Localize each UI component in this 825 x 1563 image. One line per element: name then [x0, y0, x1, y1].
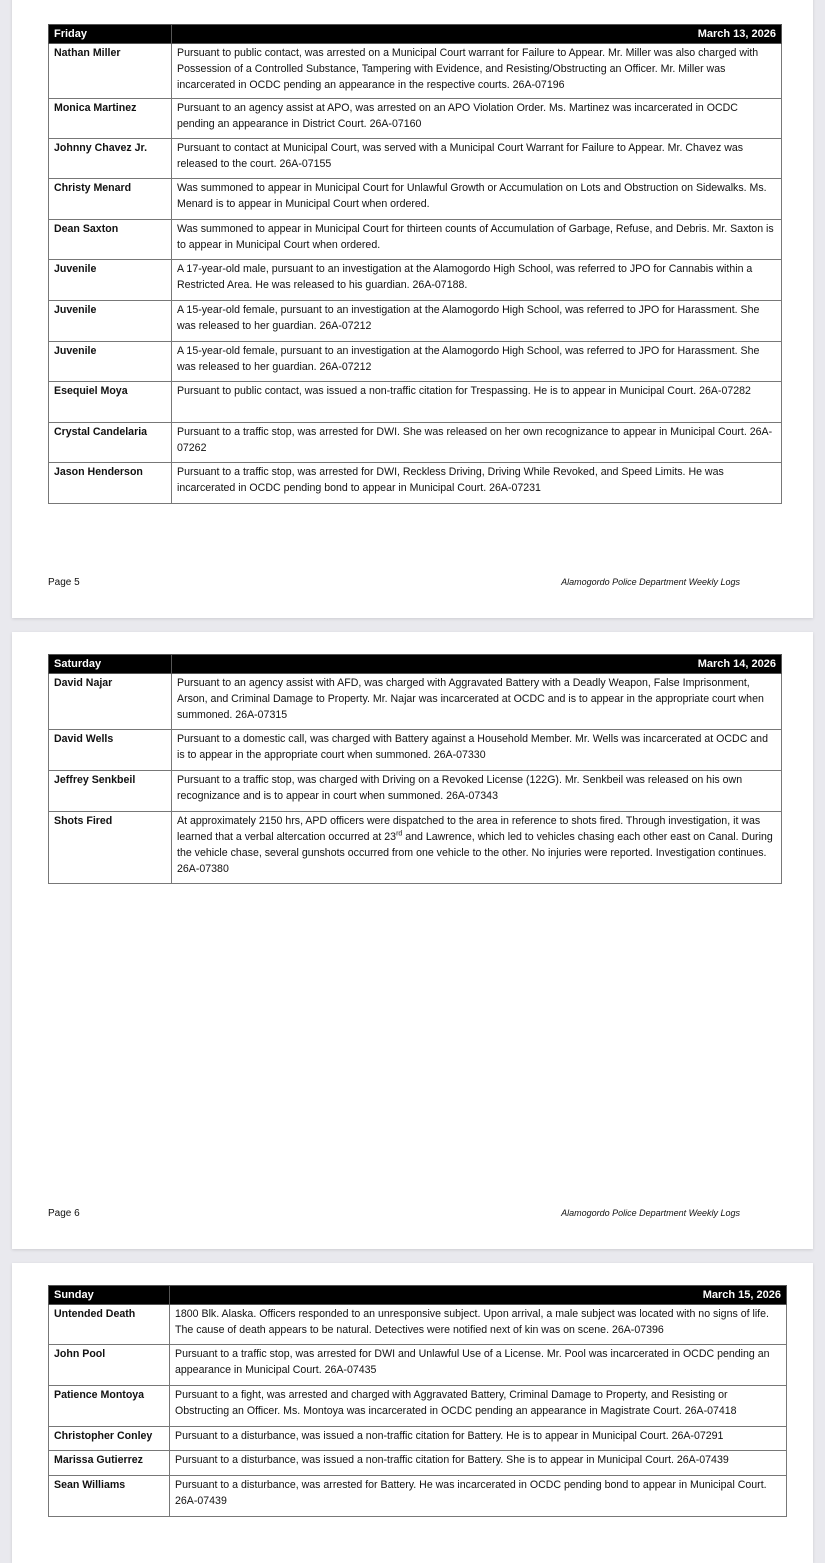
entry-text: Pursuant to an agency assist at APO, was arrested on an APO Violation Order. Ms. Martinez was incarcerated in OCDC pending an appearance in District Court. 26A-07160	[172, 99, 782, 139]
entry-text: Pursuant to a traffic stop, was arrested for DWI and Unlawful Use of a License. Mr. Pool was incarcerated in OCDC pending an appearance in Municipal Court. 26A-07435	[170, 1345, 787, 1386]
day-heading: Friday	[49, 25, 172, 44]
sunday-log-table	[48, 1285, 787, 1517]
entry-name: Patience Montoya	[49, 1386, 170, 1427]
entry-text-part: and Lawrence, which led to vehicles chasing each other east on Canal. During the vehicle chase, several gunshots occurred from one vehicle to the other. No injuries were reported. Investigation continues. 26A-07380	[177, 831, 773, 875]
entry-name: Juvenile	[49, 260, 172, 301]
table-row	[49, 220, 782, 260]
entry-name: Juvenile	[49, 301, 172, 342]
entry-name: Christopher Conley	[49, 1427, 170, 1451]
table-row	[49, 1451, 787, 1476]
entry-name: David Najar	[49, 674, 172, 730]
table-row	[49, 812, 782, 884]
entry-text	[172, 812, 782, 884]
table-row	[49, 44, 782, 99]
date-heading: March 14, 2026	[172, 655, 782, 674]
entry-text: Pursuant to a traffic stop, was arrested for DWI. She was released on her own recognizance to appear in Municipal Court. 26A-07262	[172, 423, 782, 463]
date-heading: March 15, 2026	[170, 1286, 787, 1305]
table-header-row	[49, 655, 782, 674]
table-row	[49, 99, 782, 139]
saturday-log-table	[48, 654, 782, 884]
entry-name: Shots Fired	[49, 812, 172, 884]
entry-text: Pursuant to public contact, was arrested on a Municipal Court warrant for Failure to Appear. Mr. Miller was also charged with Possession of a Controlled Substance, Tampering with Evidence, and Resisting/Obstructing an Officer. Mr. Miller was incarcerated in OCDC pending an appearance in the respective courts. 26A-07196	[172, 44, 782, 99]
day-heading: Sunday	[49, 1286, 170, 1305]
entry-name: David Wells	[49, 730, 172, 771]
entry-name: Marissa Gutierrez	[49, 1451, 170, 1476]
entry-text: Pursuant to an agency assist with AFD, was charged with Aggravated Battery with a Deadly Weapon, False Imprisonment, Arson, and Criminal Damage to Property. Mr. Najar was incarcerated at OCDC and is to appear in the appropriate court when summoned. 26A-07315	[172, 674, 782, 730]
entry-text: Pursuant to a disturbance, was arrested for Battery. He was incarcerated in OCDC pending bond to appear in Municipal Court. 26A-07439	[170, 1476, 787, 1517]
table-row	[49, 382, 782, 423]
table-row	[49, 1305, 787, 1345]
entry-name: John Pool	[49, 1345, 170, 1386]
page-number: Page 6	[48, 1208, 80, 1219]
entry-name: Juvenile	[49, 342, 172, 382]
table-row	[49, 463, 782, 504]
entry-name: Esequiel Moya	[49, 382, 172, 423]
footer-title: Alamogordo Police Department Weekly Logs	[561, 1208, 740, 1218]
entry-text: Pursuant to contact at Municipal Court, was served with a Municipal Court Warrant for Failure to Appear. Mr. Chavez was released to the court. 26A-07155	[172, 139, 782, 179]
date-heading: March 13, 2026	[172, 25, 782, 44]
document-page-6	[12, 632, 813, 1249]
document-page-5	[12, 0, 813, 618]
entry-text: 1800 Blk. Alaska. Officers responded to an unresponsive subject. Upon arrival, a male subject was located with no signs of life. The cause of death appears to be natural. Detectives were notified next of kin was on scene. 26A-07396	[170, 1305, 787, 1345]
entry-text: A 17-year-old male, pursuant to an investigation at the Alamogordo High School, was referred to JPO for Cannabis within a Restricted Area. He was released to his guardian. 26A-07188.	[172, 260, 782, 301]
entry-text: Pursuant to a traffic stop, was charged with Driving on a Revoked License (122G). Mr. Senkbeil was released on his own recognizance and is to appear in court when summoned. 26A-07343	[172, 771, 782, 812]
table-row	[49, 1476, 787, 1517]
table-row	[49, 730, 782, 771]
day-heading: Saturday	[49, 655, 172, 674]
entry-name: Monica Martinez	[49, 99, 172, 139]
entry-name: Crystal Candelaria	[49, 423, 172, 463]
table-row	[49, 260, 782, 301]
entry-name: Untended Death	[49, 1305, 170, 1345]
footer-title: Alamogordo Police Department Weekly Logs	[561, 577, 740, 587]
table-row	[49, 139, 782, 179]
table-row	[49, 301, 782, 342]
entry-name: Sean Williams	[49, 1476, 170, 1517]
ordinal-suffix: rd	[396, 830, 403, 838]
entry-text: Pursuant to a domestic call, was charged with Battery against a Household Member. Mr. Wells was incarcerated at OCDC and is to appear in the appropriate court when summoned. 26A-07330	[172, 730, 782, 771]
table-row	[49, 342, 782, 382]
entry-name: Jason Henderson	[49, 463, 172, 504]
entry-text-part: At approximately 2150 hrs, APD officers were dispatched to the area in reference to shots fired. Through investigation, it was learned that a verbal altercation occurred at 23	[177, 815, 761, 843]
table-row	[49, 1427, 787, 1451]
entry-name: Jeffrey Senkbeil	[49, 771, 172, 812]
entry-name: Dean Saxton	[49, 220, 172, 260]
entry-name: Johnny Chavez Jr.	[49, 139, 172, 179]
page-number: Page 5	[48, 577, 80, 588]
entry-text: Pursuant to public contact, was issued a non-traffic citation for Trespassing. He is to appear in Municipal Court. 26A-07282	[172, 382, 782, 423]
entry-text: Pursuant to a traffic stop, was arrested for DWI, Reckless Driving, Driving While Revoked, and Speed Limits. He was incarcerated in OCDC pending bond to appear in Municipal Court. 26A-07231	[172, 463, 782, 504]
friday-log-table	[48, 24, 782, 504]
table-row	[49, 1345, 787, 1386]
table-row	[49, 1386, 787, 1427]
table-row	[49, 423, 782, 463]
table-header-row	[49, 25, 782, 44]
document-page-7	[12, 1263, 813, 1563]
table-row	[49, 771, 782, 812]
entry-text: Pursuant to a disturbance, was issued a non-traffic citation for Battery. He is to appear in Municipal Court. 26A-07291	[170, 1427, 787, 1451]
entry-text: A 15-year-old female, pursuant to an investigation at the Alamogordo High School, was referred to JPO for Harassment. She was released to her guardian. 26A-07212	[172, 301, 782, 342]
entry-name: Nathan Miller	[49, 44, 172, 99]
entry-text: A 15-year-old female, pursuant to an investigation at the Alamogordo High School, was referred to JPO for Harassment. She was released to her guardian. 26A-07212	[172, 342, 782, 382]
entry-text: Was summoned to appear in Municipal Court for Unlawful Growth or Accumulation on Lots and Obstruction on Sidewalks. Ms. Menard is to appear in Municipal Court when ordered.	[172, 179, 782, 220]
entry-name: Christy Menard	[49, 179, 172, 220]
table-row	[49, 179, 782, 220]
entry-text: Pursuant to a fight, was arrested and charged with Aggravated Battery, Criminal Damage to Property, and Resisting or Obstructing an Officer. Ms. Montoya was incarcerated in OCDC pending an appearance in Magistrate Court. 26A-07418	[170, 1386, 787, 1427]
entry-text: Pursuant to a disturbance, was issued a non-traffic citation for Battery. She is to appear in Municipal Court. 26A-07439	[170, 1451, 787, 1476]
entry-text: Was summoned to appear in Municipal Court for thirteen counts of Accumulation of Garbage, Refuse, and Debris. Mr. Saxton is to appear in Municipal Court when ordered.	[172, 220, 782, 260]
table-header-row	[49, 1286, 787, 1305]
table-row	[49, 674, 782, 730]
